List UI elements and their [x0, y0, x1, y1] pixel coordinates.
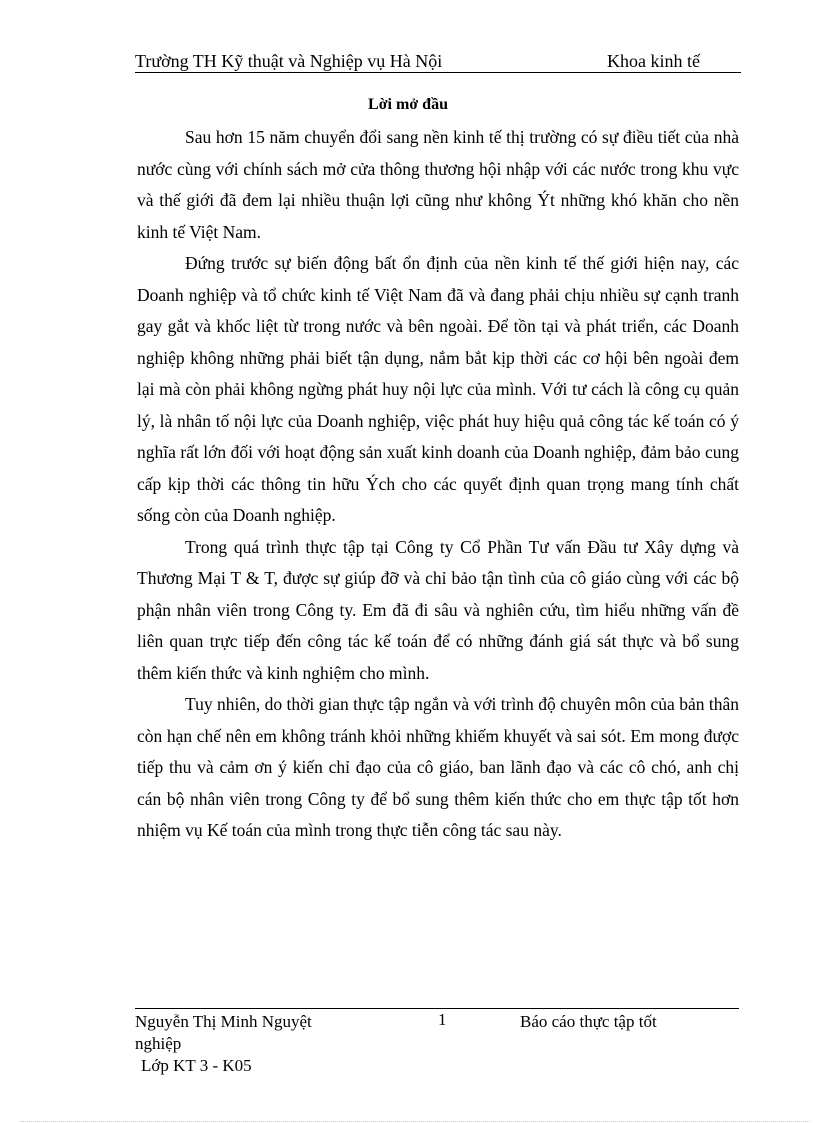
- paragraph-1: Sau hơn 15 năm chuyển đổi sang nền kinh tế thị trường có sự điều tiết của nhà nước cùng với chính sách mở cửa thông thương hội nhập với các nước trong khu vực và thế giới đã đem lại nhiều thuận lợi cũng như không Ýt những khó khăn cho nền kinh tế Việt Nam.: [137, 127, 739, 242]
- author-name: Nguyễn Thị Minh Nguyệt: [135, 1012, 312, 1031]
- class-name: Lớp KT 3 - K05: [141, 1056, 252, 1075]
- faculty-name: Khoa kinh tế: [607, 51, 700, 71]
- page-header: [135, 50, 741, 73]
- school-name: Trường TH Kỹ thuật và Nghiệp vụ Hà Nội: [135, 51, 443, 71]
- document-body: [137, 122, 739, 847]
- paragraph-2: Đứng trước sự biến động bất ổn định của nền kinh tế thế giới hiện nay, các Doanh nghiệp và tổ chức kinh tế Việt Nam đã và đang phải chịu nhiều sự cạnh tranh gay gắt và khốc liệt từ trong nước và bên ngoài. Để tồn tại và phát triển, các Doanh nghiệp không những phải biết tận dụng, nắm bắt kịp thời các cơ hội bên ngoài đem lại mà còn phải không ngừng phát huy nội lực của mình. Với tư cách là công cụ quản lý, là nhân tố nội lực của Doanh nghiệp, việc phát huy hiệu quả công tác kế toán có ý nghĩa rất lớn đối với hoạt động sản xuất kinh doanh của Doanh nghiệp, đảm bảo cung cấp kịp thời các thông tin hữu Ých cho các quyết định quan trọng mang tính chất sống còn của Doanh nghiệp.: [137, 253, 739, 525]
- page-title: Lời mở đầu: [368, 96, 448, 113]
- report-title: Báo cáo thực tập tốt: [520, 1012, 657, 1031]
- report-title-tail: nghiệp: [135, 1034, 182, 1053]
- footer-divider: [135, 1008, 739, 1009]
- page-bottom-edge: [20, 1121, 810, 1122]
- paragraph-3: Trong quá trình thực tập tại Công ty Cổ Phần Tư vấn Đầu tư Xây dựng và Thương Mại T & T, được sự giúp đỡ và chỉ bảo tận tình của cô giáo cùng với các bộ phận nhân viên trong Công ty. Em đã đi sâu và nghiên cứu, tìm hiểu những vấn đề liên quan trực tiếp đến công tác kế toán để có những đánh giá sát thực và bổ sung thêm kiến thức và kinh nghiệm cho mình.: [137, 536, 739, 683]
- page-number: 1: [438, 1010, 447, 1029]
- paragraph-4: Tuy nhiên, do thời gian thực tập ngắn và với trình độ chuyên môn của bản thân còn hạn chế nên em không tránh khỏi những khiếm khuyết và sai sót. Em mong được tiếp thu và cảm ơn ý kiến chỉ đạo của cô giáo, ban lãnh đạo và các cô chó, anh chị cán bộ nhân viên trong Công ty để bổ sung thêm kiến thức cho em thực tập tốt hơn nhiệm vụ Kế toán của mình trong thực tiễn công tác sau này.: [137, 694, 739, 840]
